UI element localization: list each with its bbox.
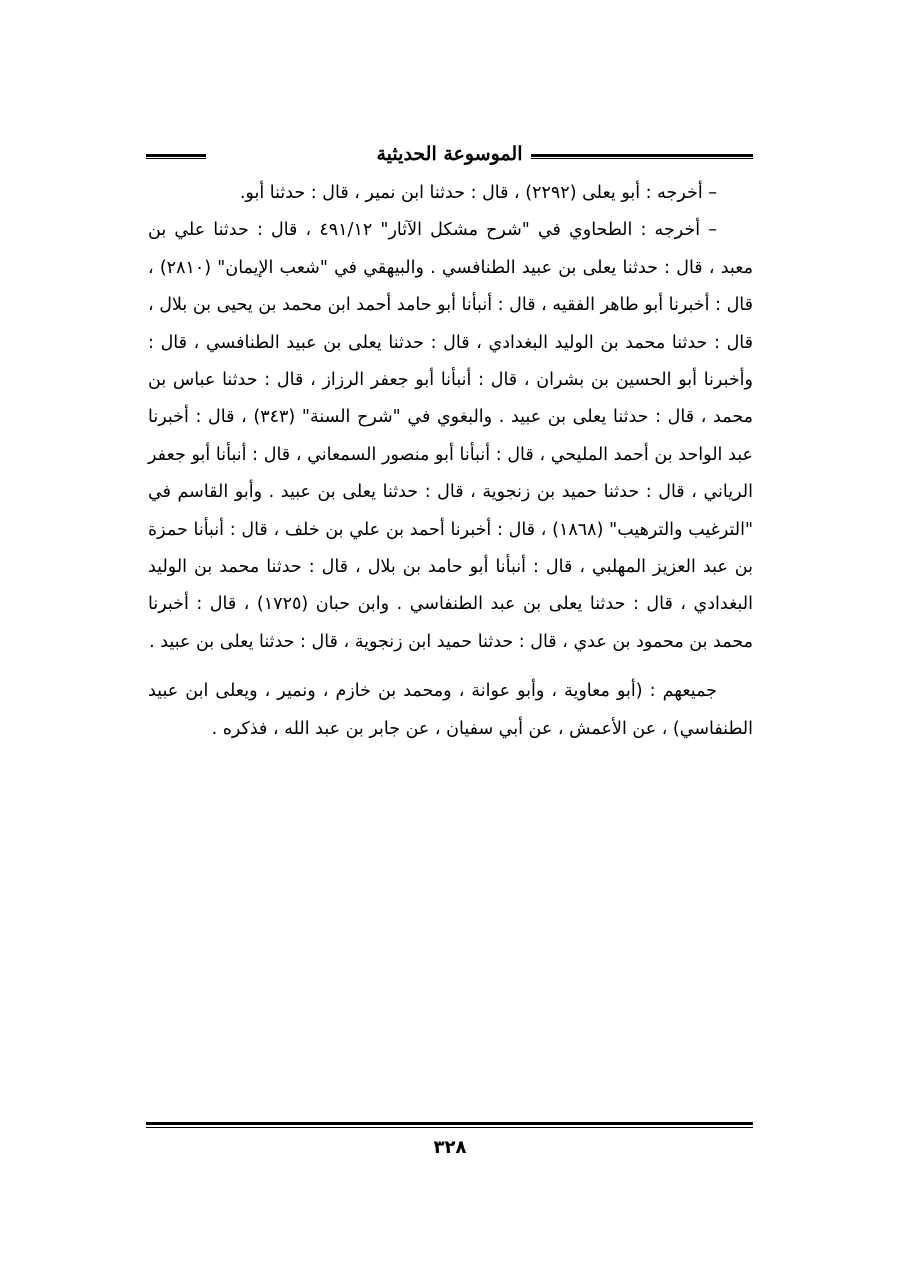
footer-rule-thin: [146, 1127, 753, 1128]
page-number: ٣٢٨: [433, 1137, 467, 1158]
running-title-text: الموسوعة الحديثية: [369, 143, 531, 165]
page-body: [148, 175, 753, 748]
paragraph-takhrij-abu-yala: – أخرجه : أبو يعلى (٢٢٩٢) ، قال : حدثنا ابن نمير ، قال : حدثنا أبو.: [239, 183, 717, 203]
footer-rule-thick: [146, 1122, 753, 1125]
running-title: [146, 140, 753, 168]
footer-rule: [146, 1122, 753, 1128]
page-header: [146, 140, 753, 170]
paragraph-takhrij-tahawi: – أخرجه : الطحاوي في "شرح مشكل الآثار" ٤٩١/١٢ ، قال : حدثنا علي بن معبد ، قال : حدثنا يعلى بن عبيد الطنافسي . والبيهقي في "شعب الإيمان" (٢٨١٠) ، قال : أخبرنا أبو طاهر الفقيه ، قال : أنبأنا أبو حامد أحمد ابن محمد بن يحيى بن بلال ، قال : حدثنا محمد بن الوليد البغدادي ، قال : حدثنا يعلى بن عبيد الطنافسي ، قال : وأخبرنا أبو الحسين بن بشران ، قال : أنبأنا أبو جعفر الرزاز ، قال : حدثنا عباس بن محمد ، قال : حدثنا يعلى بن عبيد . والبغوي في "شرح السنة" (٣٤٣) ، قال : أخبرنا عبد الواحد بن أحمد المليحي ، قال : أنبأنا أبو منصور السمعاني ، قال : أنبأنا أبو جعفر الرياني ، قال : حدثنا حميد بن زنجوية ، قال : حدثنا يعلى بن عبيد . وأبو القاسم في "الترغيب والترهيب" (١٨٦٨) ، قال : أخبرنا أحمد بن علي بن خلف ، قال : أنبأنا حمزة بن عبد العزيز المهلبي ، قال : أنبأنا أبو حامد بن بلال ، قال : حدثنا محمد بن الوليد البغدادي ، قال : حدثنا يعلى بن عبد الطنفاسي . وابن حبان (١٧٢٥) ، قال : أخبرنا محمد بن محمود بن عدي ، قال : حدثنا حميد ابن زنجوية ، قال : حدثنا يعلى بن عبيد .: [148, 220, 754, 652]
paragraph-summary: جميعهم : (أبو معاوية ، وأبو عوانة ، ومحمد بن خازم ، ونمير ، ويعلى ابن عبيد الطنفاسي) ، عن الأعمش ، عن أبي سفيان ، عن جابر بن عبد الله ، فذكره .: [148, 681, 753, 739]
